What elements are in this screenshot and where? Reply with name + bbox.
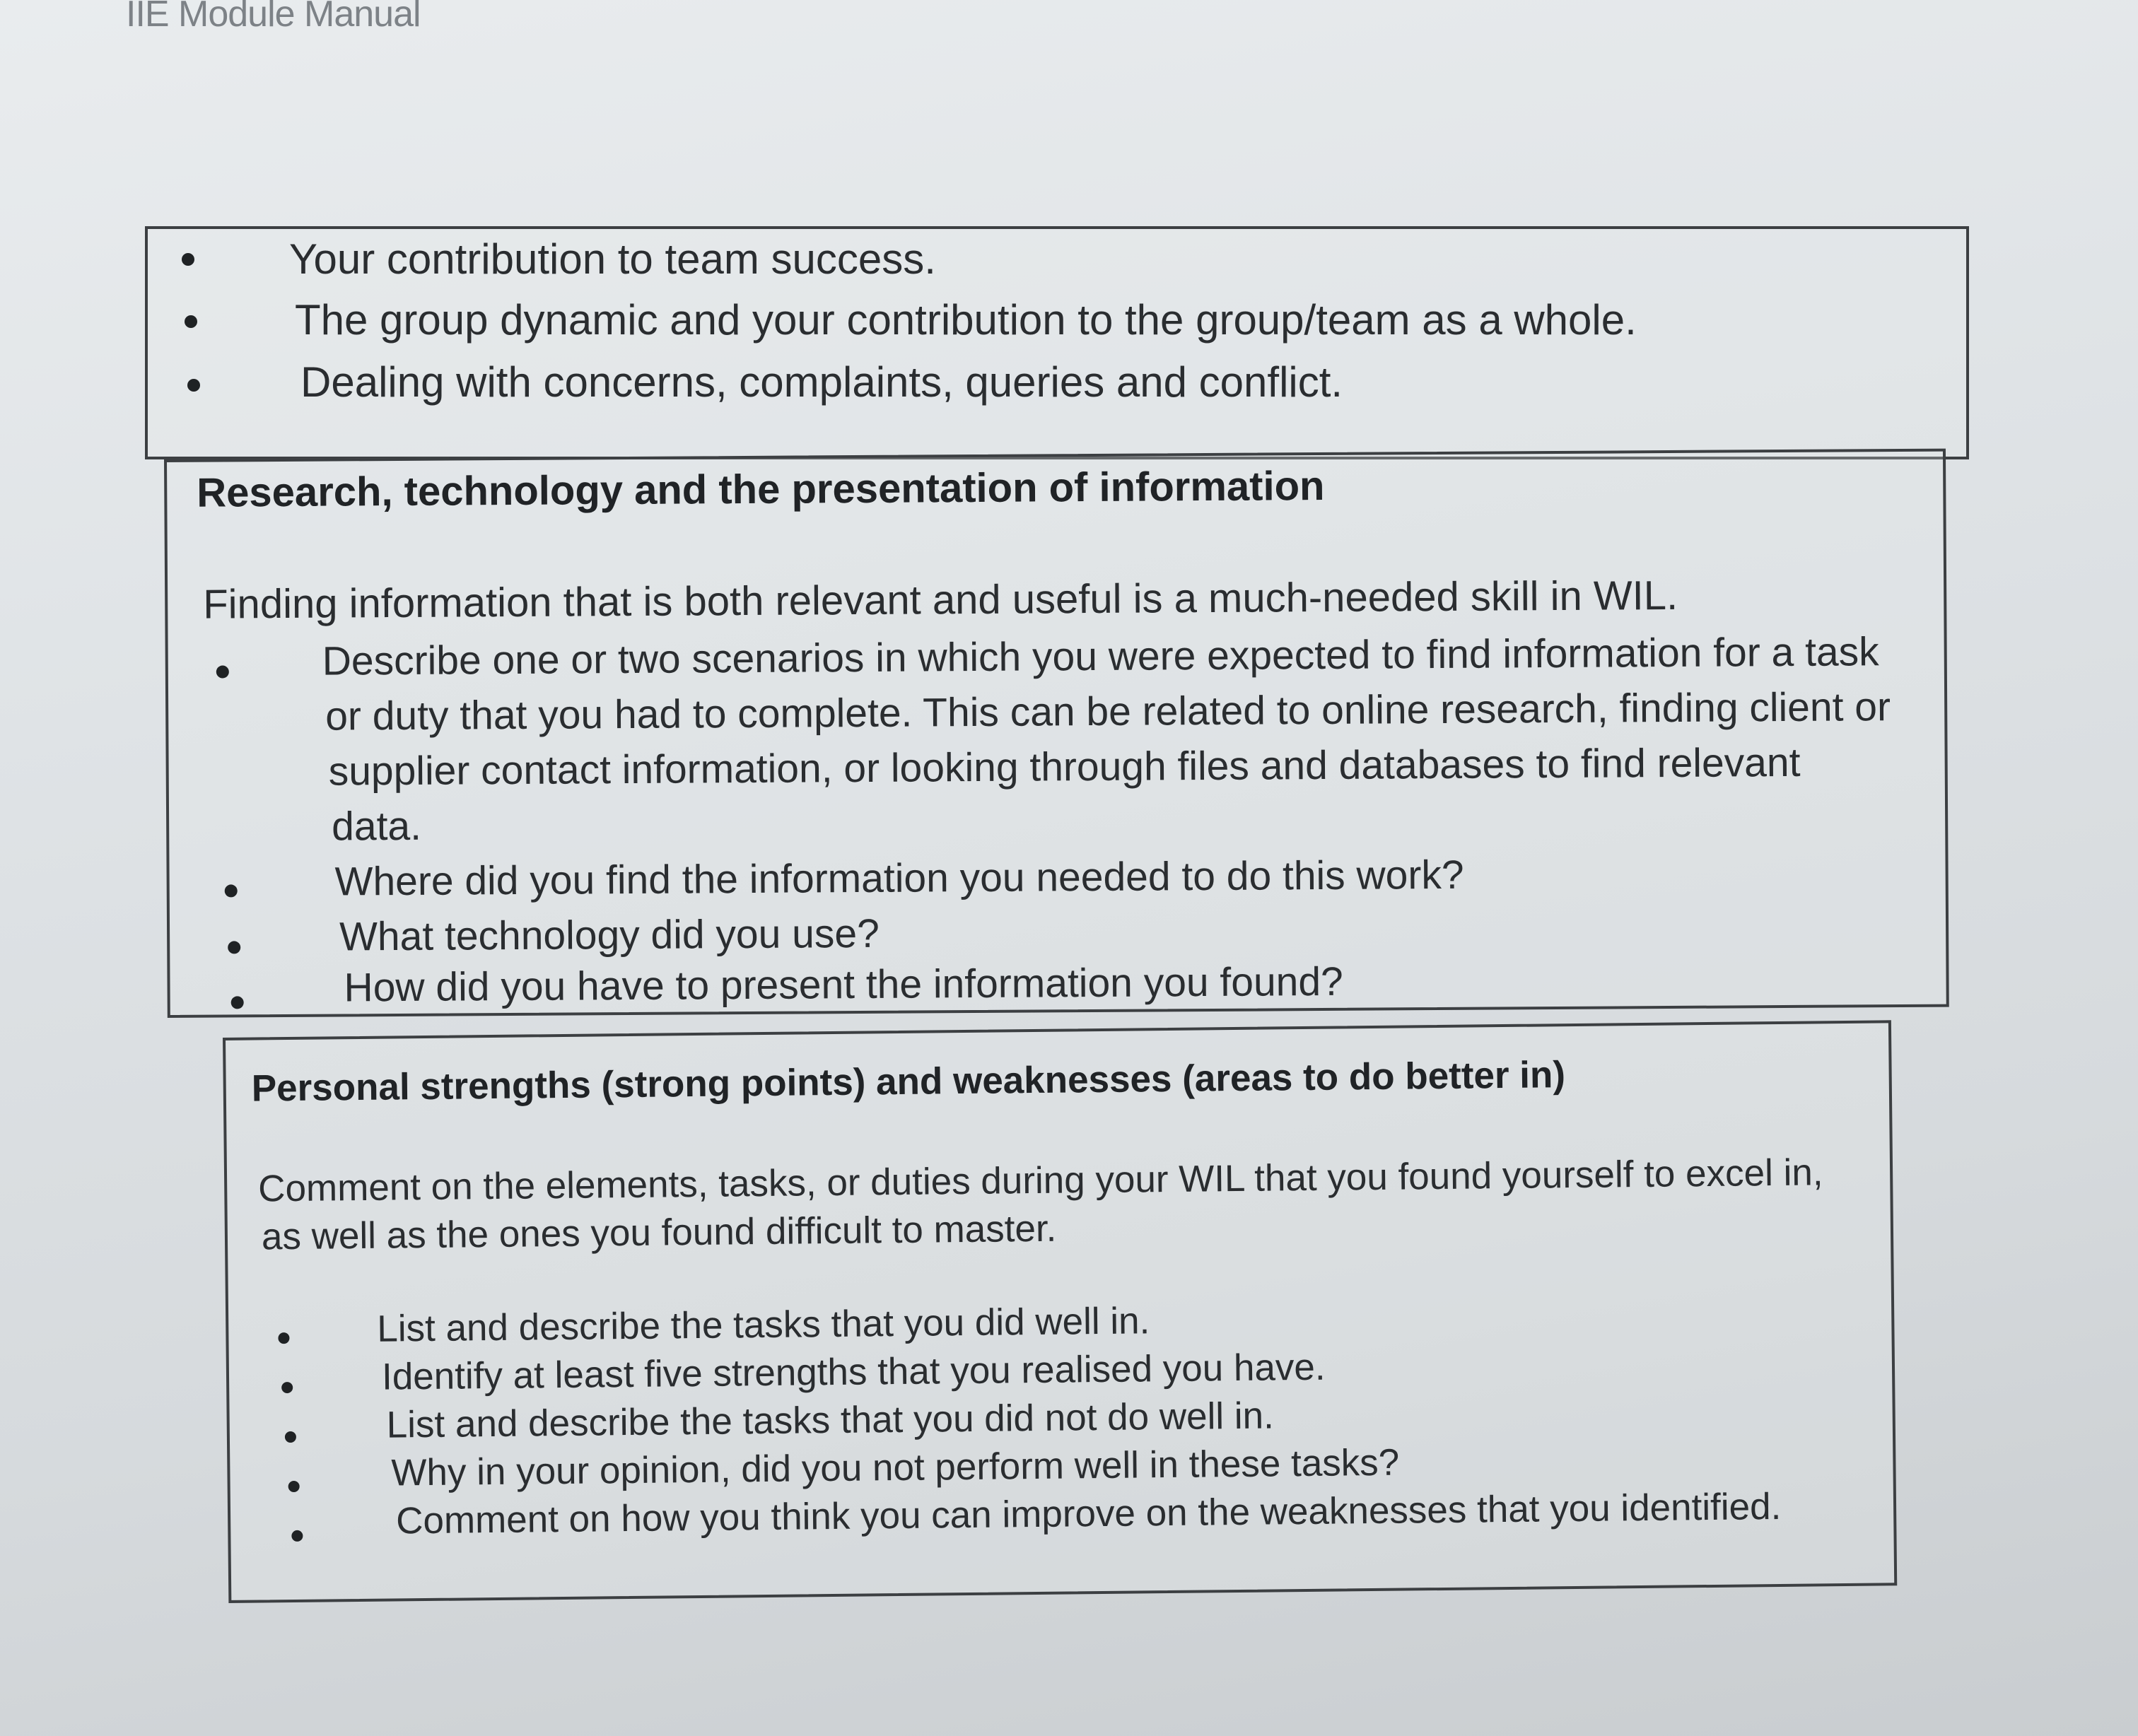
list-item: Where did you find the information you needed to do this work? — [334, 852, 1464, 905]
list-item: How did you have to present the information you found? — [344, 958, 1343, 1011]
bullet-icon — [182, 253, 194, 266]
bullet-icon — [228, 941, 240, 954]
teamwork-section — [145, 226, 1969, 459]
list-item-line: Describe one or two scenarios in which you were expected to find information for a task — [322, 629, 1879, 684]
bullet-icon — [216, 665, 229, 678]
section-intro-line: as well as the ones you found difficult to master. — [261, 1207, 1057, 1258]
bullet-icon — [285, 1431, 296, 1443]
page-header-title: IIE Module Manual — [126, 0, 421, 35]
list-item-line: supplier contact information, or looking through files and databases to find relevant — [328, 739, 1801, 794]
bullet-icon — [225, 884, 238, 897]
bullet-icon — [231, 996, 244, 1009]
bullet-icon — [291, 1530, 303, 1542]
bullet-icon — [288, 1481, 300, 1492]
list-item: What technology did you use? — [339, 910, 880, 960]
list-item: The group dynamic and your contribution to the group/team as a whole. — [295, 296, 1637, 344]
personal-strengths-section — [223, 1020, 1897, 1603]
list-item: List and describe the tasks that you did well in. — [377, 1300, 1150, 1350]
section-intro-line: Comment on the elements, tasks, or duties during your WIL that you found yourself to excel in, — [257, 1151, 1823, 1210]
list-item: Comment on how you think you can improve on the weaknesses that you identified. — [395, 1485, 1782, 1542]
list-item-line: or duty that you had to complete. This can be related to online research, finding client or — [325, 684, 1891, 739]
research-section — [164, 449, 1949, 1018]
list-item-line: data. — [331, 803, 422, 850]
bullet-icon — [281, 1382, 293, 1393]
list-item: Identify at least five strengths that you realised you have. — [381, 1346, 1326, 1398]
bullet-icon — [185, 315, 197, 328]
list-item: Your contribution to team success. — [289, 235, 936, 283]
list-item: Dealing with concerns, complaints, queries and conflict. — [300, 358, 1343, 406]
bullet-icon — [187, 379, 200, 392]
list-item: List and describe the tasks that you did not do well in. — [386, 1395, 1275, 1446]
bullet-icon — [278, 1332, 289, 1344]
section-heading: Research, technology and the presentation of information — [197, 462, 1325, 516]
section-intro: Finding information that is both relevant and useful is a much-needed skill in WIL. — [203, 572, 1678, 628]
list-item: Why in your opinion, did you not perform well in these tasks? — [391, 1441, 1400, 1494]
section-heading: Personal strengths (strong points) and weaknesses (areas to do better in) — [251, 1054, 1566, 1110]
